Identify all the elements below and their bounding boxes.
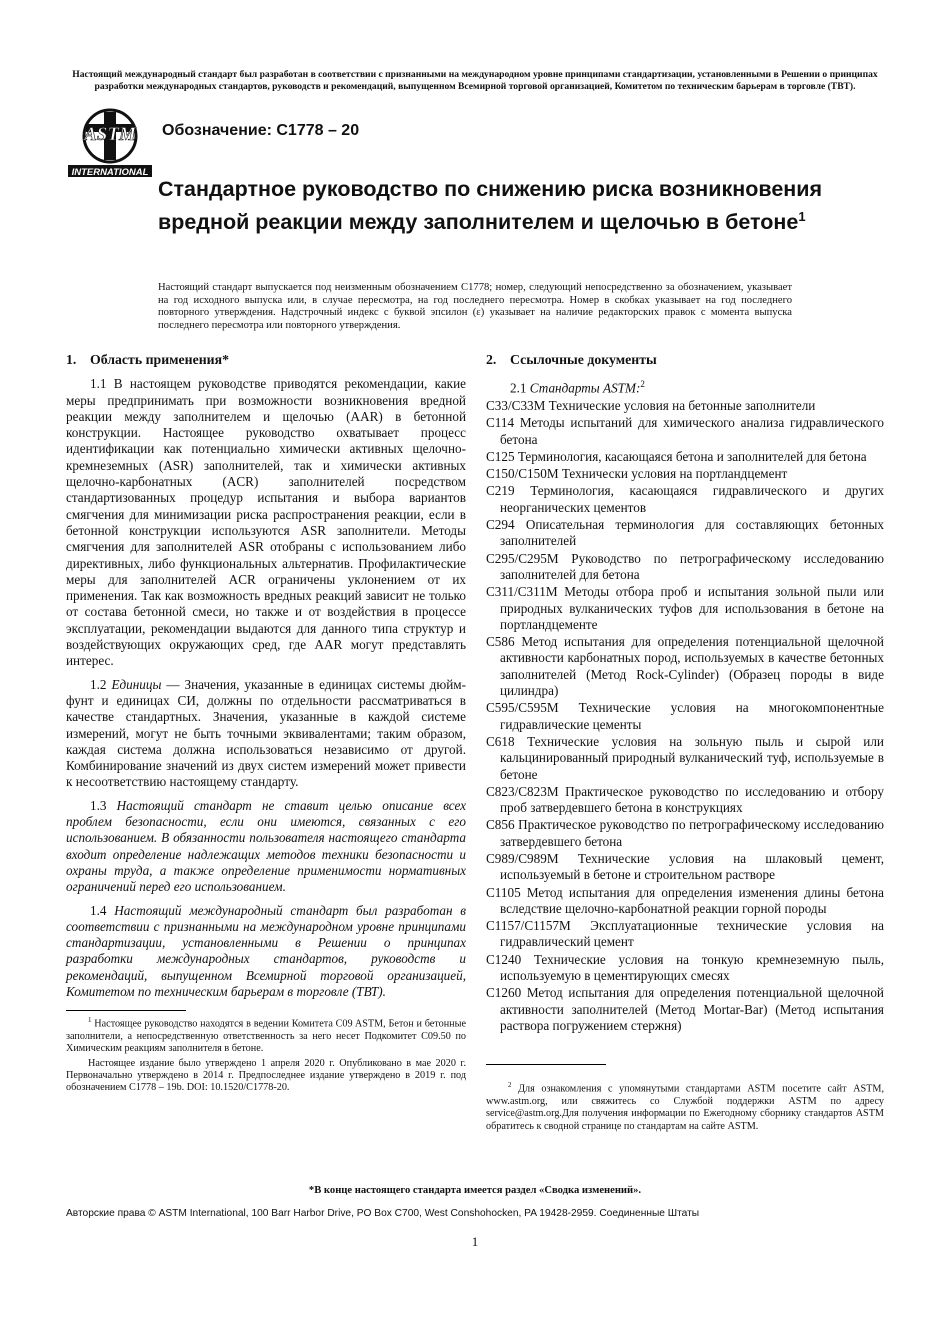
- footnote-rule-left: [66, 1010, 186, 1011]
- paragraph-1-3: 1.3 Настоящий стандарт не ставит целью описание всех проблем безопасности, если они имеются, связанных с его использованием. В обязанности пользователя настоящего стандарта входит определение надлежащих методов техники безопасности и охраны труда, а также определение применимости нормативных ограничений перед его использованием.: [66, 797, 467, 895]
- section-2-heading: 2. Ссылочные документы: [486, 352, 657, 367]
- summary-of-changes-note: *В конце настоящего стандарта имеется раздел «Сводка изменений».: [308, 1185, 642, 1196]
- footnotes-right: [486, 1079, 884, 1133]
- document-title: [158, 176, 858, 236]
- reference-item: C856 Практическое руководство по петрографическому исследованию затвердевшего бетона: [486, 817, 884, 849]
- footnote-1-approval: Настоящее издание было утверждено 1 апреля 2020 г. Опубликовано в мае 2020 г. Первоначально утверждено в 2014 г. Предпоследнее издание утверждено в 2019 г. под обозначением C1778 – 19b. DOI: 10.1520/C1778-20.: [66, 1057, 466, 1094]
- footnote-1: $^1$ Настоящее руководство находятся в ведении Комитета C09 ASTM, Бетон и бетонные заполнители, а непосредственную ответственность за него несет Подкомитет C09.50 по Химическим реакциям заполнителя в бетоне.: [66, 1016, 467, 1055]
- reference-item: C114 Методы испытаний для химического анализа гидравлического бетона: [486, 415, 884, 447]
- intro-paragraph: Настоящий стандарт выпускается под неизменным обозначением C1778; номер, следующий непосредственно за обозначением, указывает на год исходного выпуска или, в случае пересмотра, на год последнего пересмотра. Номер в скобках указывает на год последнего повторного утверждения. Надстрочный индекс с буквой эпсилон (ε) указывает на наличие редакторских правок с момента выпуска последнего пересмотра или повторного утверждения.: [158, 282, 792, 331]
- footnotes-left: [66, 1014, 466, 1094]
- reference-item: C311/C311M Методы отбора проб и испытания зольной пыли или природных вулканических туфов для использования в бетоне на портландцементе: [486, 584, 884, 632]
- reference-item: C823/C823M Практическое руководство по исследованию и отбору проб затвердевшего бетона в конструкциях: [486, 783, 884, 816]
- left-column: [66, 352, 466, 1096]
- reference-item: C618 Технические условия на зольную пыль и сырой или кальцинированный природный вулканический туф, используемые в бетоне: [486, 733, 884, 782]
- reference-item: C1240 Технические условия на тонкую кремнеземную пыль, используемую в цементирующих смесях: [486, 951, 884, 984]
- reference-item: C295/C295M Руководство по петрографическому исследованию заполнителей для бетона: [486, 550, 884, 582]
- right-column: [486, 352, 884, 1135]
- designation: Обозначение: C1778 – 20: [162, 122, 360, 139]
- subsection-2-1: 2.1 Стандарты ASTM:$^2$: [510, 379, 645, 396]
- astm-logo-subtext: INTERNATIONAL: [71, 167, 149, 178]
- reference-item: C1260 Метод испытания для определения потенциальной щелочной активности заполнителей (Метод Mortar-Bar) (Метод испытания раствора погружением стержня): [486, 985, 884, 1033]
- reference-item: C125 Терминология, касающаяся бетона и заполнителей для бетона: [486, 448, 867, 464]
- section-1-heading: 1. Область применения*: [66, 352, 229, 367]
- paragraph-1-1: 1.1 В настоящем руководстве приводятся рекомендации, какие меры предпринимать при возможности возникновения вредной реакции между заполнителем и щелочью (AAR) в бетонной конструкции. Настоящее руководство охватывает процесс идентификации как потенциально химически активных щелочно-кремнеземных (ASR) заполнителей, так и химически активных щелочно-карбонатных (ACR) заполнителей посредством стандартизованных процедур испытания и выбора вариантов смягчения для минимизации риска распространения реакции, если в бетонной конструкции используются ASR заполнители. Методы смягчения для заполнителей ASR отобраны с использованием либо директивных, либо функциональных альтернатив. Профилактические меры для заполнителей ACR ограничены уклонением от их применения. Так как возможность вредных реакций зависит не только от состава бетонной смеси, но также и от воздействия в процессе эксплуатации, рекомендации выдаются для данного типа структур и воздействующих окружающих сред, где AAR могут представлять интерес.: [66, 376, 466, 669]
- reference-item: C219 Терминология, касающаяся гидравлического и других неорганических цементов: [486, 483, 884, 515]
- footnote-rule-right: [486, 1064, 606, 1065]
- copyright-line: Авторские права © ASTM International, 100 Barr Harbor Drive, PO Box C700, West Conshohocken, PA 19428-2959. Соединенные Штаты: [66, 1208, 700, 1219]
- title-footnote-ref: 1: [798, 209, 806, 224]
- top-notice: Настоящий международный стандарт был разработан в соответствии с признанными на международном уровне принципами стандартизации, установленными в Решении о принципах разработки международных стандартов, руководств и рекомендаций, выпущенном Всемирной торговой организацией, Комитетом по техническим барьерам в торговле (ТВТ).: [72, 69, 878, 92]
- astm-logo: [66, 106, 154, 178]
- astm-logo-text: ASTM: [84, 124, 136, 145]
- reference-item: C1157/C1157M Эксплуатационные технические условия на гидравлический цемент: [486, 918, 884, 950]
- page-number: 1: [471, 1234, 479, 1249]
- reference-item: C989/C989M Технические условия на шлаковый цемент, используемый в бетоне и строительном растворе: [486, 851, 884, 883]
- reference-item: C294 Описательная терминология для составляющих бетонных заполнителей: [486, 517, 884, 549]
- paragraph-1-4: 1.4 Настоящий международный стандарт был разработан в соответствии с признанными на международном уровне принципами стандартизации, установленными в Решении о принципах разработки международных стандартов, руководств и рекомендаций, выпущенном Всемирной торговой организацией, Комитетом по техническим барьерам в торговле (ТВТ).: [66, 902, 466, 999]
- reference-item: C586 Метод испытания для определения потенциальной щелочной активности карбонатных пород, используемых в качестве бетонных заполнителей (Метод Rock-Cylinder) (Образец породы в виде цилиндра): [486, 634, 884, 699]
- paragraph-1-2: 1.2 Единицы — Значения, указанные в единицах системы дюйм-фунт и единицах СИ, должны по отдельности рассматриваться в качестве стандартных. Значения, указанные в каждой системе измерений, могут не быть точными эквивалентами; таким образом, каждая система должна использоваться независимо от другой. Комбинирование значений из двух систем измерений может привести к несоответствию настоящему стандарту.: [66, 676, 466, 790]
- footnote-2: $^2$ Для ознакомления с упомянутыми стандартами ASTM посетите сайт ASTM, www.astm.org, или свяжитесь со Службой поддержки ASTM по адресу service@astm.org.Для получения информации по Ежегодному сборнику стандартов ASTM обратитесь к сводной странице по стандартам на сайте ASTM.: [486, 1081, 884, 1132]
- reference-item: C33/C33M Технические условия на бетонные заполнители: [486, 397, 816, 413]
- reference-list: [462, 398, 884, 1034]
- reference-item: C150/C150M Технически условия на портландцемент: [486, 466, 788, 482]
- title-text: Стандартное руководство по снижению риска возникновения вредной реакции между заполнителем и щелочью в бетоне: [158, 177, 823, 235]
- reference-item: C1105 Метод испытания для определения изменения длины бетона вследствие щелочно-карбонатной реакции горной породы: [486, 884, 884, 916]
- reference-item: C595/C595M Технические условия на многокомпонентные гидравлические цементы: [486, 700, 884, 732]
